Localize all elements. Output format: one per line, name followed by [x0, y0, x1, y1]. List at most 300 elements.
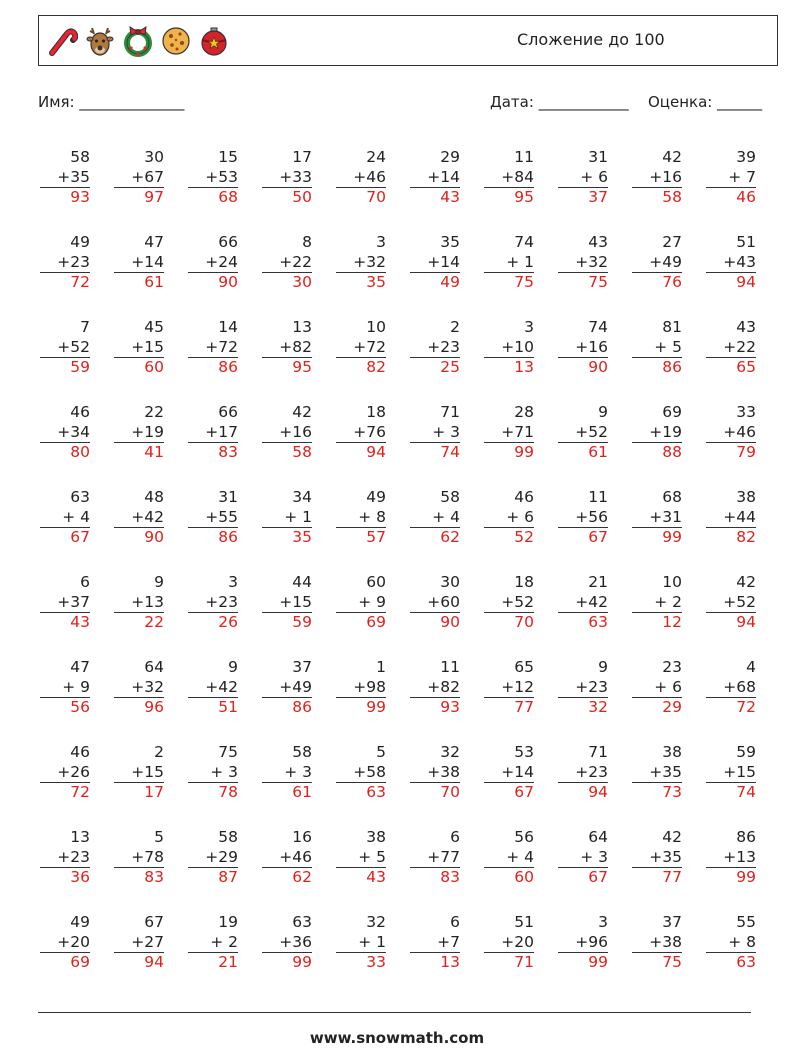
answer: 94	[706, 272, 756, 293]
first-addend: 64	[588, 828, 608, 846]
first-addend: 86	[736, 828, 756, 846]
second-addend: +56	[575, 507, 608, 526]
problem	[558, 403, 608, 463]
answer: 33	[336, 952, 386, 973]
second-addend: +23	[57, 252, 90, 271]
problem	[410, 233, 460, 293]
answer: 35	[262, 527, 312, 548]
answer: 83	[114, 867, 164, 888]
first-addend: 46	[70, 743, 90, 761]
answer: 71	[484, 952, 534, 973]
second-addend: +52	[575, 422, 608, 441]
second-addend: + 1	[284, 507, 312, 526]
second-addend: +82	[427, 677, 460, 696]
answer: 32	[558, 697, 608, 718]
problem	[632, 233, 682, 293]
second-addend: +71	[501, 422, 534, 441]
answer: 94	[558, 782, 608, 803]
second-addend: + 2	[210, 932, 238, 951]
first-addend: 4	[746, 658, 756, 676]
problem	[410, 148, 460, 208]
first-addend: 5	[154, 828, 164, 846]
second-addend: +52	[501, 592, 534, 611]
answer: 83	[188, 442, 238, 463]
first-addend: 43	[588, 233, 608, 251]
second-addend: + 3	[210, 762, 238, 781]
first-addend: 81	[662, 318, 682, 336]
answer: 43	[336, 867, 386, 888]
second-addend: + 5	[358, 847, 386, 866]
problem	[484, 828, 534, 888]
second-addend: +19	[131, 422, 164, 441]
second-addend: +16	[279, 422, 312, 441]
date-field: Дата: ____________	[490, 93, 629, 111]
second-addend: +77	[427, 847, 460, 866]
answer: 76	[632, 272, 682, 293]
answer: 57	[336, 527, 386, 548]
first-addend: 53	[514, 743, 534, 761]
first-addend: 63	[70, 488, 90, 506]
problem	[40, 318, 90, 378]
second-addend: +13	[723, 847, 756, 866]
first-addend: 42	[662, 148, 682, 166]
answer: 93	[40, 187, 90, 208]
second-addend: +52	[57, 337, 90, 356]
second-addend: +32	[353, 252, 386, 271]
second-addend: +38	[649, 932, 682, 951]
answer: 46	[706, 187, 756, 208]
first-addend: 14	[218, 318, 238, 336]
first-addend: 11	[588, 488, 608, 506]
first-addend: 30	[440, 573, 460, 591]
first-addend: 75	[218, 743, 238, 761]
problem	[706, 233, 756, 293]
second-addend: +22	[279, 252, 312, 271]
answer: 61	[114, 272, 164, 293]
second-addend: + 3	[432, 422, 460, 441]
problem	[336, 403, 386, 463]
second-addend: +49	[279, 677, 312, 696]
second-addend: + 9	[358, 592, 386, 611]
answer: 78	[188, 782, 238, 803]
first-addend: 37	[662, 913, 682, 931]
first-addend: 2	[154, 743, 164, 761]
problem	[632, 148, 682, 208]
second-addend: +55	[205, 507, 238, 526]
second-addend: +24	[205, 252, 238, 271]
answer: 86	[262, 697, 312, 718]
answer: 62	[410, 527, 460, 548]
first-addend: 10	[366, 318, 386, 336]
problem	[484, 488, 534, 548]
answer: 82	[336, 357, 386, 378]
first-addend: 34	[292, 488, 312, 506]
grade-field: Оценка: ______	[648, 93, 763, 111]
first-addend: 38	[662, 743, 682, 761]
problem	[558, 828, 608, 888]
second-addend: +23	[575, 762, 608, 781]
answer: 93	[410, 697, 460, 718]
answer: 51	[188, 697, 238, 718]
answer: 63	[336, 782, 386, 803]
name-field: Имя: ______________	[38, 93, 185, 111]
problem	[40, 743, 90, 803]
second-addend: +38	[427, 762, 460, 781]
second-addend: +15	[131, 762, 164, 781]
problem	[40, 658, 90, 718]
first-addend: 9	[228, 658, 238, 676]
second-addend: +15	[723, 762, 756, 781]
second-addend: + 7	[728, 167, 756, 186]
first-addend: 74	[514, 233, 534, 251]
first-addend: 21	[588, 573, 608, 591]
first-addend: 3	[524, 318, 534, 336]
problem	[188, 913, 238, 973]
second-addend: +33	[279, 167, 312, 186]
first-addend: 10	[662, 573, 682, 591]
first-addend: 60	[366, 573, 386, 591]
second-addend: + 6	[580, 167, 608, 186]
footer-divider	[38, 1012, 751, 1013]
problem	[336, 913, 386, 973]
first-addend: 11	[440, 658, 460, 676]
problem	[632, 828, 682, 888]
second-addend: +32	[575, 252, 608, 271]
second-addend: +19	[649, 422, 682, 441]
problem	[262, 403, 312, 463]
problem	[484, 318, 534, 378]
answer: 72	[40, 272, 90, 293]
first-addend: 9	[154, 573, 164, 591]
answer: 21	[188, 952, 238, 973]
second-addend: + 1	[506, 252, 534, 271]
second-addend: +20	[501, 932, 534, 951]
second-addend: +14	[427, 252, 460, 271]
problem	[632, 658, 682, 718]
answer: 70	[484, 612, 534, 633]
first-addend: 3	[376, 233, 386, 251]
first-addend: 6	[450, 828, 460, 846]
first-addend: 9	[598, 403, 608, 421]
second-addend: +17	[205, 422, 238, 441]
first-addend: 49	[70, 233, 90, 251]
answer: 90	[114, 527, 164, 548]
answer: 86	[632, 357, 682, 378]
first-addend: 9	[598, 658, 608, 676]
answer: 59	[262, 612, 312, 633]
answer: 65	[706, 357, 756, 378]
second-addend: + 4	[506, 847, 534, 866]
second-addend: +43	[723, 252, 756, 271]
problem	[558, 148, 608, 208]
answer: 37	[558, 187, 608, 208]
first-addend: 13	[292, 318, 312, 336]
answer: 82	[706, 527, 756, 548]
second-addend: +36	[279, 932, 312, 951]
first-addend: 44	[292, 573, 312, 591]
answer: 72	[40, 782, 90, 803]
second-addend: +27	[131, 932, 164, 951]
problem	[188, 318, 238, 378]
problem	[40, 403, 90, 463]
second-addend: +72	[205, 337, 238, 356]
first-addend: 49	[70, 913, 90, 931]
first-addend: 11	[514, 148, 534, 166]
first-addend: 47	[144, 233, 164, 251]
second-addend: + 9	[62, 677, 90, 696]
problem	[558, 318, 608, 378]
second-addend: +16	[649, 167, 682, 186]
second-addend: + 4	[62, 507, 90, 526]
problem	[262, 913, 312, 973]
answer: 60	[484, 867, 534, 888]
problem	[188, 233, 238, 293]
second-addend: +37	[57, 592, 90, 611]
reindeer-icon	[81, 22, 119, 60]
second-addend: +12	[501, 677, 534, 696]
problem	[706, 148, 756, 208]
problem	[336, 658, 386, 718]
answer: 99	[558, 952, 608, 973]
problem	[484, 658, 534, 718]
first-addend: 17	[292, 148, 312, 166]
first-addend: 18	[366, 403, 386, 421]
answer: 77	[484, 697, 534, 718]
problem	[484, 743, 534, 803]
second-addend: + 8	[358, 507, 386, 526]
answer: 99	[262, 952, 312, 973]
problem	[410, 658, 460, 718]
second-addend: + 6	[654, 677, 682, 696]
second-addend: + 6	[506, 507, 534, 526]
problem	[632, 913, 682, 973]
answer: 67	[558, 867, 608, 888]
answer: 67	[558, 527, 608, 548]
answer: 50	[262, 187, 312, 208]
problem	[632, 488, 682, 548]
first-addend: 47	[70, 658, 90, 676]
answer: 58	[262, 442, 312, 463]
answer: 94	[706, 612, 756, 633]
first-addend: 48	[144, 488, 164, 506]
first-addend: 58	[292, 743, 312, 761]
answer: 86	[188, 357, 238, 378]
first-addend: 46	[514, 488, 534, 506]
problem	[484, 233, 534, 293]
second-addend: +96	[575, 932, 608, 951]
first-addend: 7	[80, 318, 90, 336]
problem	[706, 403, 756, 463]
answer: 67	[40, 527, 90, 548]
problem	[410, 318, 460, 378]
answer: 56	[40, 697, 90, 718]
icon-strip	[43, 22, 233, 60]
answer: 35	[336, 272, 386, 293]
first-addend: 32	[366, 913, 386, 931]
problem	[114, 318, 164, 378]
answer: 68	[188, 187, 238, 208]
problem	[262, 148, 312, 208]
answer: 75	[484, 272, 534, 293]
answer: 75	[632, 952, 682, 973]
answer: 74	[410, 442, 460, 463]
answer: 62	[262, 867, 312, 888]
second-addend: +42	[205, 677, 238, 696]
problem	[40, 148, 90, 208]
problem	[632, 403, 682, 463]
first-addend: 8	[302, 233, 312, 251]
problem	[40, 828, 90, 888]
first-addend: 42	[662, 828, 682, 846]
problem	[262, 488, 312, 548]
problem	[706, 658, 756, 718]
worksheet-title: Сложение до 100	[517, 30, 665, 49]
answer: 96	[114, 697, 164, 718]
problem	[706, 743, 756, 803]
second-addend: +35	[649, 847, 682, 866]
answer: 75	[558, 272, 608, 293]
answer: 36	[40, 867, 90, 888]
second-addend: +23	[575, 677, 608, 696]
answer: 99	[336, 697, 386, 718]
problem	[336, 318, 386, 378]
first-addend: 74	[588, 318, 608, 336]
problem	[410, 573, 460, 633]
header-box	[38, 15, 778, 66]
problem	[706, 828, 756, 888]
first-addend: 15	[218, 148, 238, 166]
first-addend: 23	[662, 658, 682, 676]
problem	[40, 573, 90, 633]
second-addend: +20	[57, 932, 90, 951]
problem	[484, 913, 534, 973]
answer: 95	[262, 357, 312, 378]
answer: 95	[484, 187, 534, 208]
problem	[114, 488, 164, 548]
problem	[114, 148, 164, 208]
first-addend: 51	[514, 913, 534, 931]
answer: 22	[114, 612, 164, 633]
second-addend: +76	[353, 422, 386, 441]
problem	[188, 743, 238, 803]
problem	[40, 488, 90, 548]
first-addend: 31	[218, 488, 238, 506]
answer: 74	[706, 782, 756, 803]
problem	[410, 828, 460, 888]
answer: 67	[484, 782, 534, 803]
problem	[114, 828, 164, 888]
first-addend: 13	[70, 828, 90, 846]
problem	[558, 658, 608, 718]
second-addend: +15	[131, 337, 164, 356]
problem	[410, 403, 460, 463]
answer: 77	[632, 867, 682, 888]
second-addend: +52	[723, 592, 756, 611]
first-addend: 45	[144, 318, 164, 336]
answer: 69	[40, 952, 90, 973]
problem	[188, 403, 238, 463]
answer: 90	[188, 272, 238, 293]
problem	[262, 318, 312, 378]
problem	[40, 233, 90, 293]
answer: 12	[632, 612, 682, 633]
candy-cane-icon	[43, 22, 81, 60]
second-addend: +14	[131, 252, 164, 271]
second-addend: + 2	[654, 592, 682, 611]
first-addend: 51	[736, 233, 756, 251]
first-addend: 3	[598, 913, 608, 931]
problem	[336, 573, 386, 633]
answer: 70	[410, 782, 460, 803]
first-addend: 67	[144, 913, 164, 931]
answer: 80	[40, 442, 90, 463]
answer: 63	[558, 612, 608, 633]
problem	[40, 913, 90, 973]
second-addend: +23	[427, 337, 460, 356]
second-addend: +42	[131, 507, 164, 526]
problem	[632, 573, 682, 633]
second-addend: +58	[353, 762, 386, 781]
second-addend: +46	[723, 422, 756, 441]
second-addend: +32	[131, 677, 164, 696]
answer: 52	[484, 527, 534, 548]
problem	[114, 573, 164, 633]
second-addend: +14	[501, 762, 534, 781]
problem	[114, 913, 164, 973]
answer: 86	[188, 527, 238, 548]
first-addend: 5	[376, 743, 386, 761]
wreath-icon	[119, 22, 157, 60]
first-addend: 6	[450, 913, 460, 931]
problem	[188, 573, 238, 633]
second-addend: +42	[575, 592, 608, 611]
first-addend: 63	[292, 913, 312, 931]
first-addend: 49	[366, 488, 386, 506]
second-addend: +13	[131, 592, 164, 611]
second-addend: +14	[427, 167, 460, 186]
second-addend: +15	[279, 592, 312, 611]
problem	[188, 148, 238, 208]
answer: 61	[558, 442, 608, 463]
first-addend: 46	[70, 403, 90, 421]
second-addend: +31	[649, 507, 682, 526]
second-addend: +35	[57, 167, 90, 186]
answer: 94	[114, 952, 164, 973]
second-addend: +84	[501, 167, 534, 186]
first-addend: 42	[736, 573, 756, 591]
first-addend: 66	[218, 233, 238, 251]
first-addend: 37	[292, 658, 312, 676]
answer: 63	[706, 952, 756, 973]
answer: 41	[114, 442, 164, 463]
cookie-icon	[157, 22, 195, 60]
answer: 59	[40, 357, 90, 378]
second-addend: +46	[353, 167, 386, 186]
first-addend: 65	[514, 658, 534, 676]
answer: 87	[188, 867, 238, 888]
first-addend: 39	[736, 148, 756, 166]
answer: 99	[484, 442, 534, 463]
answer: 70	[336, 187, 386, 208]
problem	[706, 573, 756, 633]
first-addend: 42	[292, 403, 312, 421]
second-addend: +34	[57, 422, 90, 441]
answer: 99	[632, 527, 682, 548]
first-addend: 69	[662, 403, 682, 421]
second-addend: + 1	[358, 932, 386, 951]
first-addend: 71	[588, 743, 608, 761]
answer: 29	[632, 697, 682, 718]
